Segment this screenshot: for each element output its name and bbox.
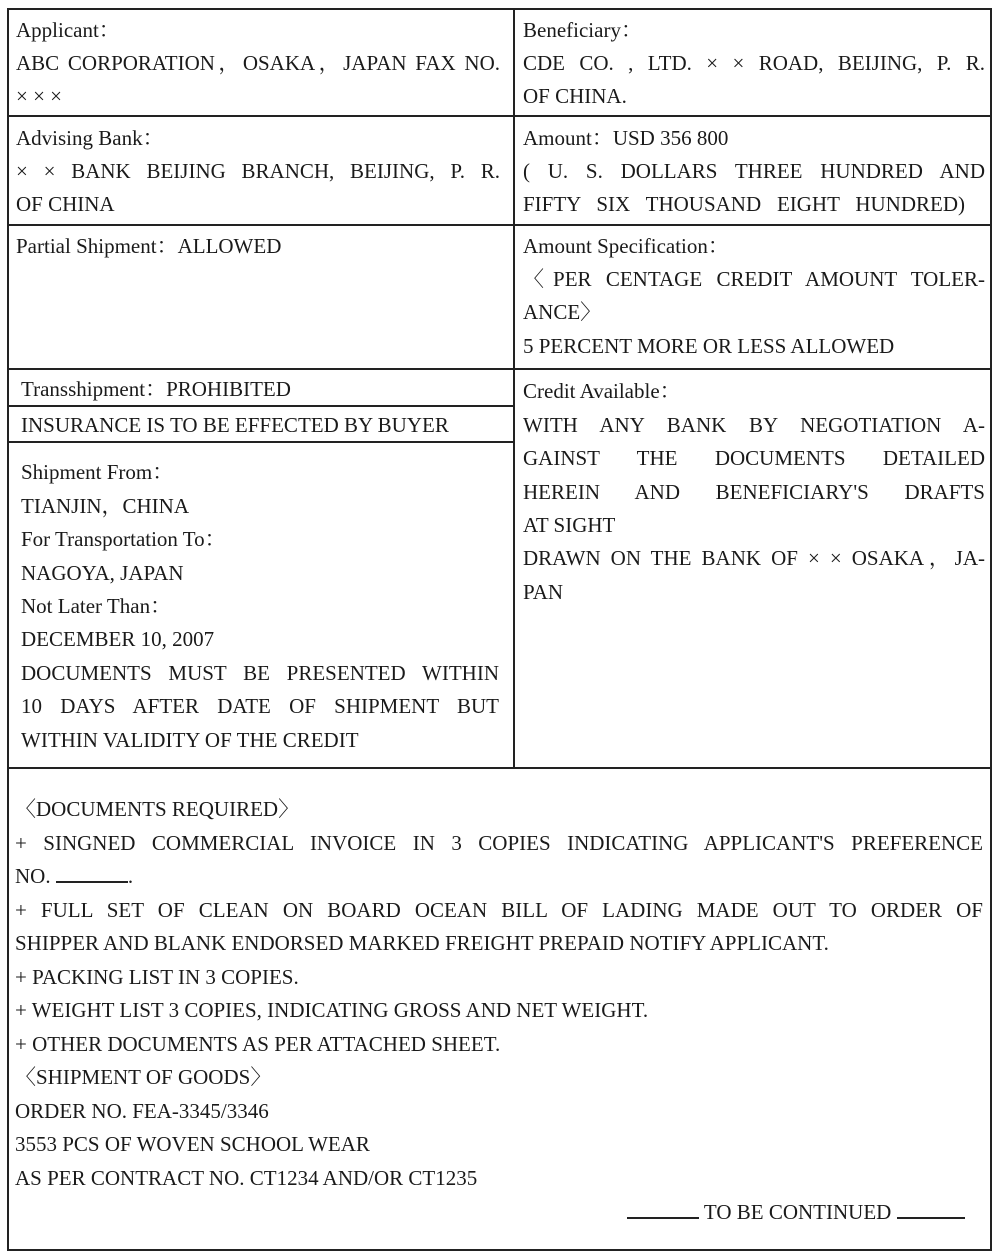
documents-item-1-suffix: . — [127, 864, 134, 888]
amount-spec-line-3: 5 PERCENT MORE OR LESS ALLOWED — [523, 334, 895, 358]
credit-available-line-2: GAINST THE DOCUMENTS DETAILED — [523, 446, 985, 470]
continued-blank-right — [897, 1199, 965, 1219]
not-later-than-value: DECEMBER 10, 2007 — [21, 627, 215, 651]
column-divider — [513, 8, 515, 769]
not-later-than-label: Not Later Than： — [21, 594, 172, 618]
transshipment: Transshipment：PROHIBITED — [21, 377, 291, 401]
presentation-line-2: 10 DAYS AFTER DATE OF SHIPMENT BUT — [21, 694, 499, 718]
credit-available-line-3: HEREIN AND BENEFICIARY'S DRAFTS — [523, 480, 985, 504]
documents-item-3: + PACKING LIST IN 3 COPIES. — [15, 965, 299, 989]
insurance-clause: INSURANCE IS TO BE EFFECTED BY BUYER — [21, 413, 449, 437]
row-divider-3 — [7, 368, 992, 370]
documents-item-1-a: + SINGNED COMMERCIAL INVOICE IN 3 COPIES INDICATING APPLICANT'S PREFERENCE — [15, 831, 983, 855]
amount-line-1: ( U. S. DOLLARS THREE HUNDRED AND — [523, 159, 985, 183]
partial-shipment: Partial Shipment：ALLOWED — [16, 234, 282, 258]
row-divider-2 — [7, 224, 992, 226]
shipment-from-label: Shipment From： — [21, 460, 174, 484]
beneficiary-line-2: OF CHINA. — [523, 84, 627, 108]
beneficiary-label: Beneficiary： — [523, 18, 642, 42]
documents-item-1-b — [15, 860, 133, 894]
documents-heading: 〈DOCUMENTS REQUIRED〉 — [15, 797, 300, 821]
documents-item-2-a: + FULL SET OF CLEAN ON BOARD OCEAN BILL OF LADING MADE OUT TO ORDER OF — [15, 898, 983, 922]
amount-spec-line-1: 〈PER CENTAGE CREDIT AMOUNT TOLER- — [523, 267, 985, 291]
amount-spec-label: Amount Specification： — [523, 234, 729, 258]
transport-to-value: NAGOYA, JAPAN — [21, 561, 184, 585]
credit-available-line-5: DRAWN ON THE BANK OF × × OSAKA，JA- — [523, 546, 985, 570]
applicant-line-1: ABC CORPORATION，OSAKA，JAPAN FAX NO. — [16, 51, 500, 75]
applicant-line-2: × × × — [16, 84, 63, 108]
to-be-continued — [627, 1196, 965, 1230]
documents-item-4: + WEIGHT LIST 3 COPIES, INDICATING GROSS AND NET WEIGHT. — [15, 998, 649, 1022]
amount-spec-line-2: ANCE〉 — [523, 300, 602, 324]
amount-line-2: FIFTY SIX THOUSAND EIGHT HUNDRED) — [523, 192, 965, 216]
credit-available-label: Credit Available： — [523, 379, 681, 403]
amount-label: Amount：USD 356 800 — [523, 126, 729, 150]
documents-item-1-prefix: NO. — [15, 864, 51, 888]
beneficiary-line-1: CDE CO. , LTD. × × ROAD, BEIJING, P. R. — [523, 51, 985, 75]
documents-item-2-b: SHIPPER AND BLANK ENDORSED MARKED FREIGHT PREPAID NOTIFY APPLICANT. — [15, 931, 829, 955]
presentation-line-1: DOCUMENTS MUST BE PRESENTED WITHIN — [21, 661, 499, 685]
row-divider-documents — [7, 767, 992, 769]
goods-pcs: 3553 PCS OF WOVEN SCHOOL WEAR — [15, 1132, 370, 1156]
preference-no-blank — [56, 863, 128, 883]
credit-available-line-6: PAN — [523, 580, 564, 604]
documents-item-5: + OTHER DOCUMENTS AS PER ATTACHED SHEET. — [15, 1032, 501, 1056]
row-divider-1 — [7, 115, 992, 117]
to-be-continued-text: TO BE CONTINUED — [703, 1200, 892, 1224]
advising-bank-line-1: × × BANK BEIJING BRANCH, BEIJING, P. R. — [16, 159, 500, 183]
continued-blank-left — [627, 1199, 699, 1219]
advising-bank-line-2: OF CHINA — [16, 192, 115, 216]
advising-bank-label: Advising Bank： — [16, 126, 164, 150]
goods-contract: AS PER CONTRACT NO. CT1234 AND/OR CT1235 — [15, 1166, 478, 1190]
presentation-line-3: WITHIN VALIDITY OF THE CREDIT — [21, 728, 359, 752]
goods-heading: 〈SHIPMENT OF GOODS〉 — [15, 1065, 272, 1089]
goods-order-no: ORDER NO. FEA-3345/3346 — [15, 1099, 269, 1123]
credit-available-line-1: WITH ANY BANK BY NEGOTIATION A- — [523, 413, 985, 437]
applicant-label: Applicant： — [16, 18, 120, 42]
shipment-from-value: TIANJIN，CHINA — [21, 494, 189, 518]
credit-available-line-4: AT SIGHT — [523, 513, 616, 537]
transport-to-label: For Transportation To： — [21, 527, 226, 551]
